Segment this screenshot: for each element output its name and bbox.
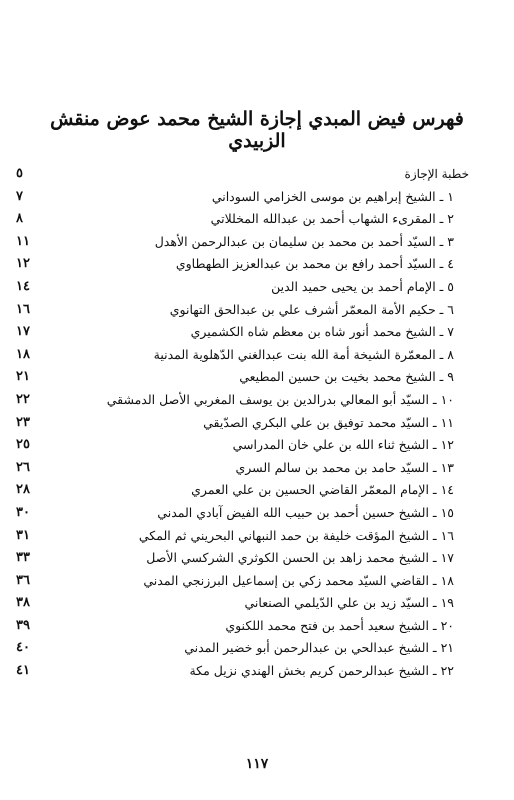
- toc-entry: [0, 344, 514, 367]
- toc-entry-label: ١٧ ـ الشيخ محمد زاهد بن الحسن الكوثري الشركسي الأصل: [146, 550, 454, 566]
- toc-entry: [0, 457, 514, 480]
- toc-entry-label: ١٣ ـ السيّد حامد بن محمد بن سالم السري: [235, 459, 454, 475]
- toc-entry-page-number: ١٦: [16, 301, 30, 317]
- toc-entry-page-number: ٢٥: [16, 437, 30, 453]
- toc-entry-label: ١٩ ـ السيّد زيد بن علي الدّيلمي الصنعاني: [244, 595, 454, 611]
- toc-entry-page-number: ٢١: [16, 369, 30, 385]
- toc-entry-page-number: ٣١: [16, 527, 30, 543]
- toc-entry: [0, 208, 514, 231]
- toc-entry-label: ٢٠ ـ الشيخ سعيد أحمد بن فتح محمد اللكنوي: [225, 617, 454, 633]
- toc-entry-page-number: ٢٨: [16, 482, 30, 498]
- toc-entry-label: ١ ـ الشيخ إبراهيم بن موسى الخزامي السوداني: [211, 188, 454, 204]
- toc-entry: [0, 525, 514, 548]
- toc-entry-page-number: ٨: [16, 211, 23, 227]
- toc-entry-label: ١٨ ـ القاضي السيّد محمد زكي بن إسماعيل البرزنجي المدني: [143, 572, 454, 588]
- toc-entry: [0, 321, 514, 344]
- toc-entry: [0, 434, 514, 457]
- toc-entry: [0, 412, 514, 435]
- toc-entry: [0, 502, 514, 525]
- toc-entry-page-number: ٧: [16, 188, 23, 204]
- toc-entry-label: ٥ ـ الإمام أحمد بن يحيى حميد الدين: [271, 278, 454, 294]
- toc-entry-label: ٧ ـ الشيخ محمد أنور شاه بن معظم شاه الكشميري: [190, 324, 454, 340]
- toc-entry-page-number: ١٤: [16, 278, 30, 294]
- toc-entry-label: ٢ ـ المقرىء الشهاب أحمد بن عبدالله المخللاتي: [210, 211, 454, 227]
- page-title: فهرس فيض المبدي إجازة الشيخ محمد عوض منقش الزبيدي: [50, 108, 464, 152]
- toc-entry: [0, 547, 514, 570]
- toc-entry-page-number: ١٧: [16, 324, 30, 340]
- toc-entry-page-number: ٤١: [16, 663, 30, 679]
- toc-entry-label: ٦ ـ حكيم الأمة المعمّر أشرف علي بن عبدالحق التهانوي: [169, 301, 454, 317]
- toc-entry: [0, 389, 514, 412]
- toc-entry-label: ١٥ ـ الشيخ حسين أحمد بن حبيب الله الفيض آبادي المدني: [157, 504, 454, 520]
- toc-entry: [0, 276, 514, 299]
- toc-entry-label: ١٢ ـ الشيخ ثناء الله بن علي خان المدراسي: [232, 437, 454, 453]
- toc-entry-page-number: ٢٣: [16, 414, 30, 430]
- toc-entry: [0, 231, 514, 254]
- toc-entry: [0, 253, 514, 276]
- toc-entry-page-number: ٣٦: [16, 572, 30, 588]
- toc-entry: [0, 637, 514, 660]
- toc-entry-label: ٤ ـ السيّد أحمد رافع بن محمد بن عبدالعزيز الطهطاوي: [175, 256, 454, 272]
- table-of-contents: [0, 163, 514, 683]
- toc-entry: [0, 163, 514, 186]
- toc-entry-page-number: ٥: [16, 166, 23, 181]
- toc-entry-page-number: ١٢: [16, 256, 30, 272]
- toc-entry-page-number: ١٨: [16, 346, 30, 362]
- toc-entry-page-number: ٣٩: [16, 617, 30, 633]
- toc-entry-label: ١٤ ـ الإمام المعمّر القاضي الحسين بن علي العمري: [191, 482, 454, 498]
- toc-entry: [0, 660, 514, 683]
- toc-entry: [0, 186, 514, 209]
- footer-page-number: ١١٧: [245, 756, 269, 772]
- toc-entry-page-number: ١١: [16, 233, 30, 249]
- toc-entry-label: ٣ ـ السيّد أحمد بن محمد بن سليمان بن عبدالرحمن الأهدل: [154, 233, 454, 249]
- toc-entry-page-number: ٣٠: [16, 504, 30, 520]
- toc-entry: [0, 299, 514, 322]
- toc-entry-label: ٩ ـ الشيخ محمد بخيت بن حسين المطيعي: [239, 369, 454, 385]
- toc-entry-page-number: ٢٦: [16, 459, 30, 475]
- toc-entry-page-number: ٣٣: [16, 550, 30, 566]
- toc-entry: [0, 615, 514, 638]
- toc-entry: [0, 479, 514, 502]
- toc-entry-label: خطبة الإجازة: [404, 167, 469, 181]
- toc-entry-page-number: ٢٢: [16, 391, 30, 407]
- toc-entry-label: ١٠ ـ السيّد أبو المعالي بدرالدين بن يوسف المغربي الأصل الدمشقي: [106, 391, 454, 407]
- toc-entry: [0, 592, 514, 615]
- toc-entry-label: ٢٢ ـ الشيخ عبدالرحمن كريم بخش الهندي نزيل مكة: [189, 663, 454, 679]
- toc-entry-label: ٨ ـ المعمّرة الشيخة أمة الله بنت عبدالغني الدّهلوية المدنية: [153, 346, 454, 362]
- toc-entry-label: ١١ ـ السيّد محمد توفيق بن علي البكري الصدّيقي: [203, 414, 454, 430]
- toc-entry: [0, 570, 514, 593]
- toc-entry: [0, 366, 514, 389]
- toc-entry-page-number: ٤٠: [16, 640, 30, 656]
- toc-entry-label: ١٦ ـ الشيخ المؤقت خليفة بن حمد النبهاني البحريني ثم المكي: [138, 527, 454, 543]
- toc-entry-label: ٢١ ـ الشيخ عبدالحي بن عبدالرحمن أبو خضير المدني: [184, 640, 454, 656]
- toc-entry-page-number: ٣٨: [16, 595, 30, 611]
